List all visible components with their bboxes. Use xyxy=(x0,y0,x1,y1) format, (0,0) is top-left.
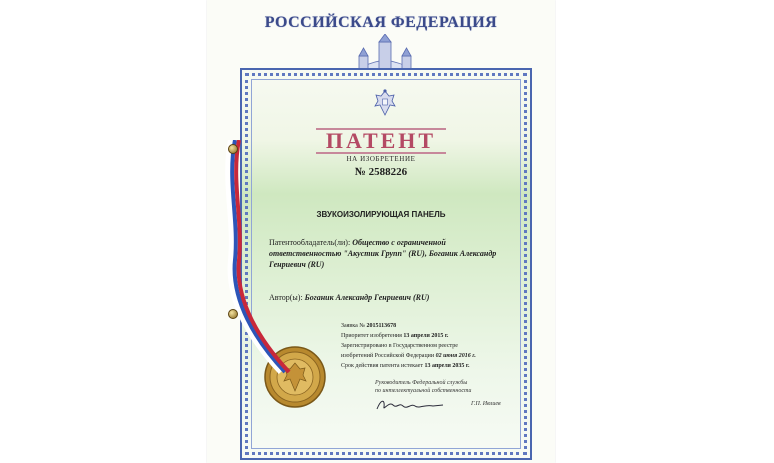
validity-date: 13 апреля 2035 г. xyxy=(424,363,470,369)
country-header: РОССИЙСКАЯ ФЕДЕРАЦИЯ xyxy=(264,14,498,31)
double-headed-eagle-emblem-icon xyxy=(372,88,398,118)
registered-row-1 xyxy=(341,341,521,351)
invention-title: ЗВУКОИЗОЛИРУЮЩАЯ ПАНЕЛЬ xyxy=(316,210,446,219)
owner-label: Патентообладатель(ли): xyxy=(269,238,351,247)
registration-details xyxy=(341,321,521,371)
application-label: Заявка № xyxy=(341,323,365,329)
tricolor-ribbon xyxy=(221,140,291,380)
application-number: 2015113678 xyxy=(366,323,397,329)
author-value: Боганик Александр Генриевич (RU) xyxy=(304,293,430,302)
owner-value: Общество с ограниченной ответственностью "Акустик Групп" (RU), Боганик Александр Генриевич (RU) xyxy=(269,238,497,269)
validity-label: Срок действия патента истекает xyxy=(341,363,423,369)
patent-number: № 2588226 xyxy=(354,166,408,178)
signer-name: Г.П. Ивлиев xyxy=(471,401,501,407)
registered-row-2 xyxy=(341,351,521,361)
application-row xyxy=(341,321,521,331)
official-title-line-2: по интеллектуальной собственности xyxy=(375,388,472,394)
author-block xyxy=(269,293,514,302)
official-title xyxy=(375,379,515,395)
validity-row xyxy=(341,361,521,371)
registered-label-1: Зарегистрировано в Государственном реестре xyxy=(341,343,458,349)
document-subtitle: НА ИЗОБРЕТЕНИЕ xyxy=(346,155,416,163)
document-type-label: ПАТЕНТ xyxy=(316,128,446,154)
priority-row xyxy=(341,331,521,341)
official-title-line-1: Руководитель Федеральной службы xyxy=(375,380,468,386)
patent-owner-block xyxy=(269,237,514,270)
priority-date: 13 апреля 2015 г. xyxy=(403,333,449,339)
binding-rivet-top xyxy=(228,144,238,154)
author-label: Автор(ы): xyxy=(269,293,303,302)
priority-label: Приоритет изобретения xyxy=(341,333,402,339)
binding-rivet-bottom xyxy=(228,309,238,319)
registered-date: 02 июня 2016 г. xyxy=(435,353,476,359)
handwritten-signature xyxy=(375,397,445,413)
registered-label-2: изобретений Российской Федерации xyxy=(341,353,435,359)
